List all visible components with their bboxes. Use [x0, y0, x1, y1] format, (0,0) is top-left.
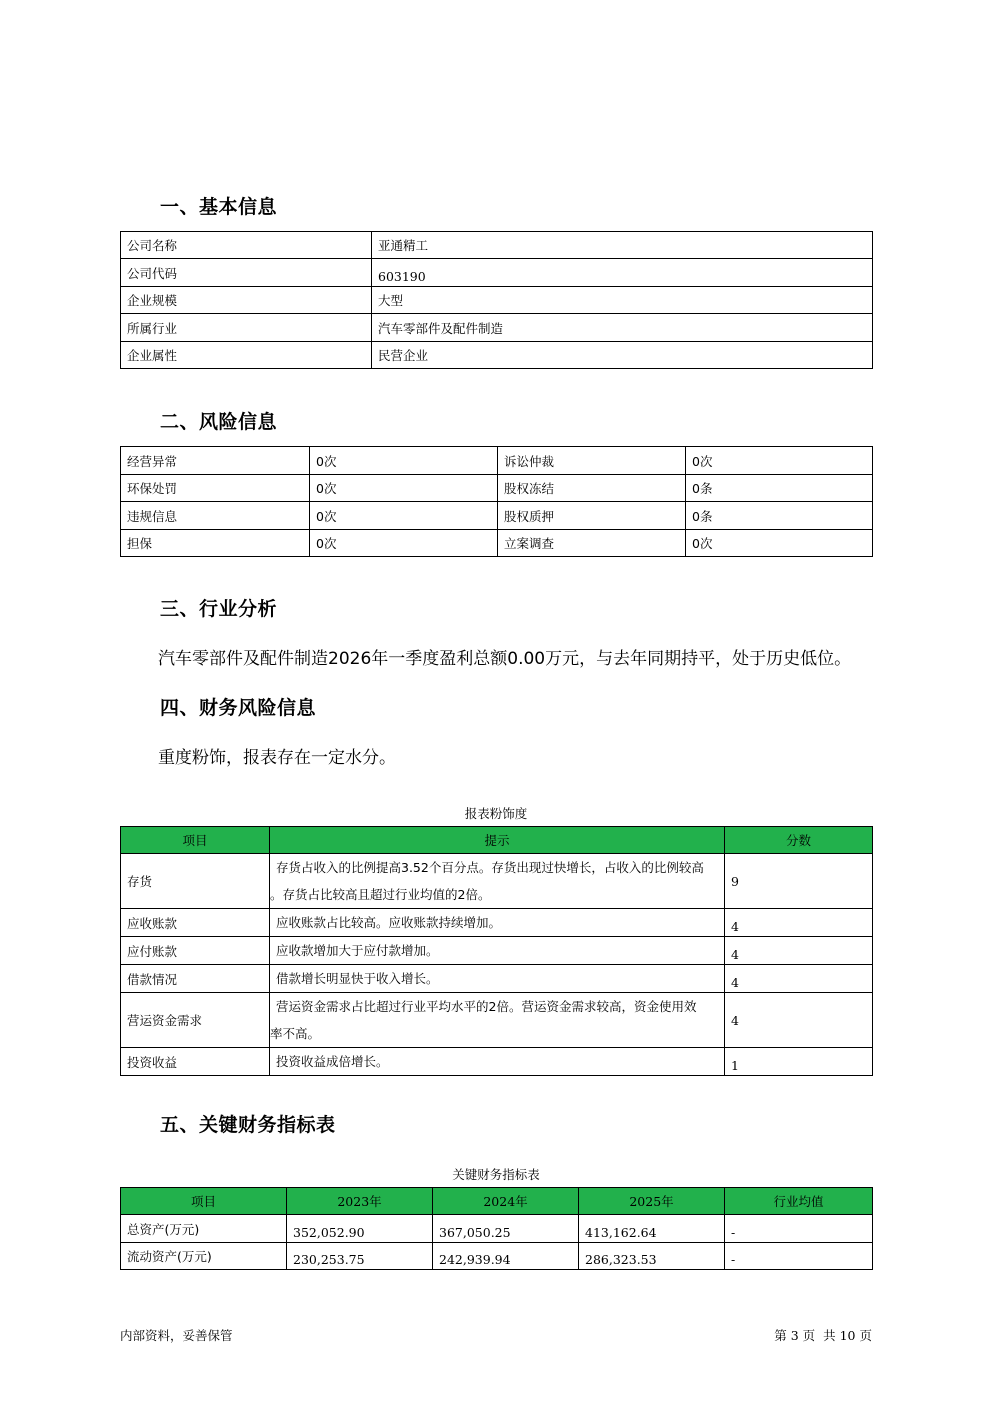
column-header: 行业均值 — [725, 1188, 873, 1215]
section-title-finance-risk: 四、财务风险信息 — [160, 697, 317, 719]
tip-line: 应收账款占比较高。应收账款持续增加。 — [276, 915, 502, 930]
key-value-avg: - — [725, 1215, 873, 1243]
table-row — [121, 854, 873, 909]
key-value-2023: 352,052.90 — [287, 1215, 433, 1243]
embellish-item: 投资收益 — [121, 1048, 270, 1076]
embellish-table-caption: 报表粉饰度 — [464, 806, 528, 821]
risk-label: 担保 — [121, 530, 310, 557]
column-header: 项目 — [121, 1188, 287, 1215]
tip-line: 。存货占比较高且超过行业均值的2倍。 — [270, 887, 491, 902]
embellish-item: 应收账款 — [121, 909, 270, 937]
table-row — [121, 993, 873, 1048]
embellish-tip — [270, 965, 725, 993]
column-header: 2025年 — [579, 1188, 725, 1215]
embellish-tip — [270, 909, 725, 937]
basic-value: 汽车零部件及配件制造 — [372, 314, 873, 342]
key-value-2024: 242,939.94 — [433, 1243, 579, 1270]
risk-label: 违规信息 — [121, 502, 310, 530]
risk-value: 0次 — [686, 530, 873, 557]
table-row — [121, 1243, 873, 1270]
tip-line: 存货占收入的比例提高3.52个百分点。存货出现过快增长，占收入的比例较高 — [276, 860, 704, 875]
basic-value: 民营企业 — [372, 342, 873, 369]
table-row — [121, 530, 873, 557]
embellish-score: 9 — [725, 854, 873, 909]
table-row — [121, 232, 873, 259]
table-header-row — [121, 827, 873, 854]
risk-label: 立案调查 — [498, 530, 686, 557]
page-suffix: 页 — [859, 1328, 872, 1343]
risk-label: 环保处罚 — [121, 475, 310, 502]
table-row — [121, 342, 873, 369]
embellish-item: 存货 — [121, 854, 270, 909]
table-row — [121, 502, 873, 530]
embellish-item: 应付账款 — [121, 937, 270, 965]
table-row — [121, 475, 873, 502]
risk-label: 股权质押 — [498, 502, 686, 530]
embellish-tip — [270, 937, 725, 965]
embellish-item: 借款情况 — [121, 965, 270, 993]
table-row — [121, 314, 873, 342]
key-item: 流动资产(万元) — [121, 1243, 287, 1270]
risk-info-table — [120, 446, 873, 557]
basic-label: 企业规模 — [121, 287, 372, 314]
risk-value: 0次 — [310, 475, 498, 502]
risk-value: 0次 — [686, 447, 873, 475]
table-row — [121, 1215, 873, 1243]
column-header: 分数 — [725, 827, 873, 854]
tip-line: 营运资金需求占比超过行业平均水平的2倍。营运资金需求较高，资金使用效 — [276, 999, 697, 1014]
industry-analysis-text: 汽车零部件及配件制造2026年一季度盈利总额0.00万元，与去年同期持平，处于历史低位。 — [158, 649, 852, 669]
column-header: 提示 — [270, 827, 725, 854]
key-value-2024: 367,050.25 — [433, 1215, 579, 1243]
page-prefix: 第 — [774, 1328, 787, 1343]
key-value-2025: 413,162.64 — [579, 1215, 725, 1243]
risk-label: 股权冻结 — [498, 475, 686, 502]
table-row — [121, 1048, 873, 1076]
risk-value: 0条 — [686, 475, 873, 502]
table-row — [121, 965, 873, 993]
page-number: 3 — [790, 1328, 799, 1343]
footer-page-info — [774, 1326, 872, 1344]
embellish-tip — [270, 1048, 725, 1076]
embellish-item: 营运资金需求 — [121, 993, 270, 1048]
tip-line: 应收款增加大于应付款增加。 — [276, 943, 439, 958]
table-header-row — [121, 1188, 873, 1215]
risk-label: 经营异常 — [121, 447, 310, 475]
page-mid: 页 共 — [802, 1328, 836, 1343]
finance-risk-text: 重度粉饰，报表存在一定水分。 — [158, 748, 396, 768]
footer-confidential: 内部资料，妥善保管 — [120, 1328, 233, 1343]
key-item: 总资产(万元) — [121, 1215, 287, 1243]
embellish-score: 4 — [725, 965, 873, 993]
embellish-score: 4 — [725, 993, 873, 1048]
table-row — [121, 447, 873, 475]
tip-line: 借款增长明显快于收入增长。 — [276, 971, 439, 986]
basic-info-table — [120, 231, 873, 369]
column-header: 项目 — [121, 827, 270, 854]
key-value-2025: 286,323.53 — [579, 1243, 725, 1270]
risk-value: 0次 — [310, 447, 498, 475]
embellish-score: 4 — [725, 909, 873, 937]
section-title-industry: 三、行业分析 — [160, 598, 278, 620]
table-row — [121, 259, 873, 287]
basic-value: 亚通精工 — [372, 232, 873, 259]
key-value-2023: 230,253.75 — [287, 1243, 433, 1270]
section-title-key-finance: 五、关键财务指标表 — [160, 1114, 336, 1136]
table-row — [121, 287, 873, 314]
risk-value: 0次 — [310, 530, 498, 557]
page-total: 10 — [839, 1328, 856, 1343]
basic-label: 公司代码 — [121, 259, 372, 287]
risk-label: 诉讼仲裁 — [498, 447, 686, 475]
column-header: 2024年 — [433, 1188, 579, 1215]
risk-value: 0次 — [310, 502, 498, 530]
table-row — [121, 909, 873, 937]
basic-value: 603190 — [372, 259, 873, 287]
embellish-tip — [270, 854, 725, 909]
key-finance-table — [120, 1187, 873, 1270]
basic-label: 企业属性 — [121, 342, 372, 369]
table-row — [121, 937, 873, 965]
key-value-avg: - — [725, 1243, 873, 1270]
section-title-basic-info: 一、基本信息 — [160, 196, 278, 218]
basic-value: 大型 — [372, 287, 873, 314]
basic-label: 公司名称 — [121, 232, 372, 259]
basic-label: 所属行业 — [121, 314, 372, 342]
risk-value: 0条 — [686, 502, 873, 530]
embellish-table — [120, 826, 873, 1076]
tip-line: 率不高。 — [270, 1026, 321, 1041]
embellish-score: 4 — [725, 937, 873, 965]
tip-line: 投资收益成倍增长。 — [276, 1054, 389, 1069]
embellish-score: 1 — [725, 1048, 873, 1076]
embellish-tip — [270, 993, 725, 1048]
key-table-caption: 关键财务指标表 — [452, 1167, 540, 1182]
section-title-risk-info: 二、风险信息 — [160, 411, 278, 433]
column-header: 2023年 — [287, 1188, 433, 1215]
